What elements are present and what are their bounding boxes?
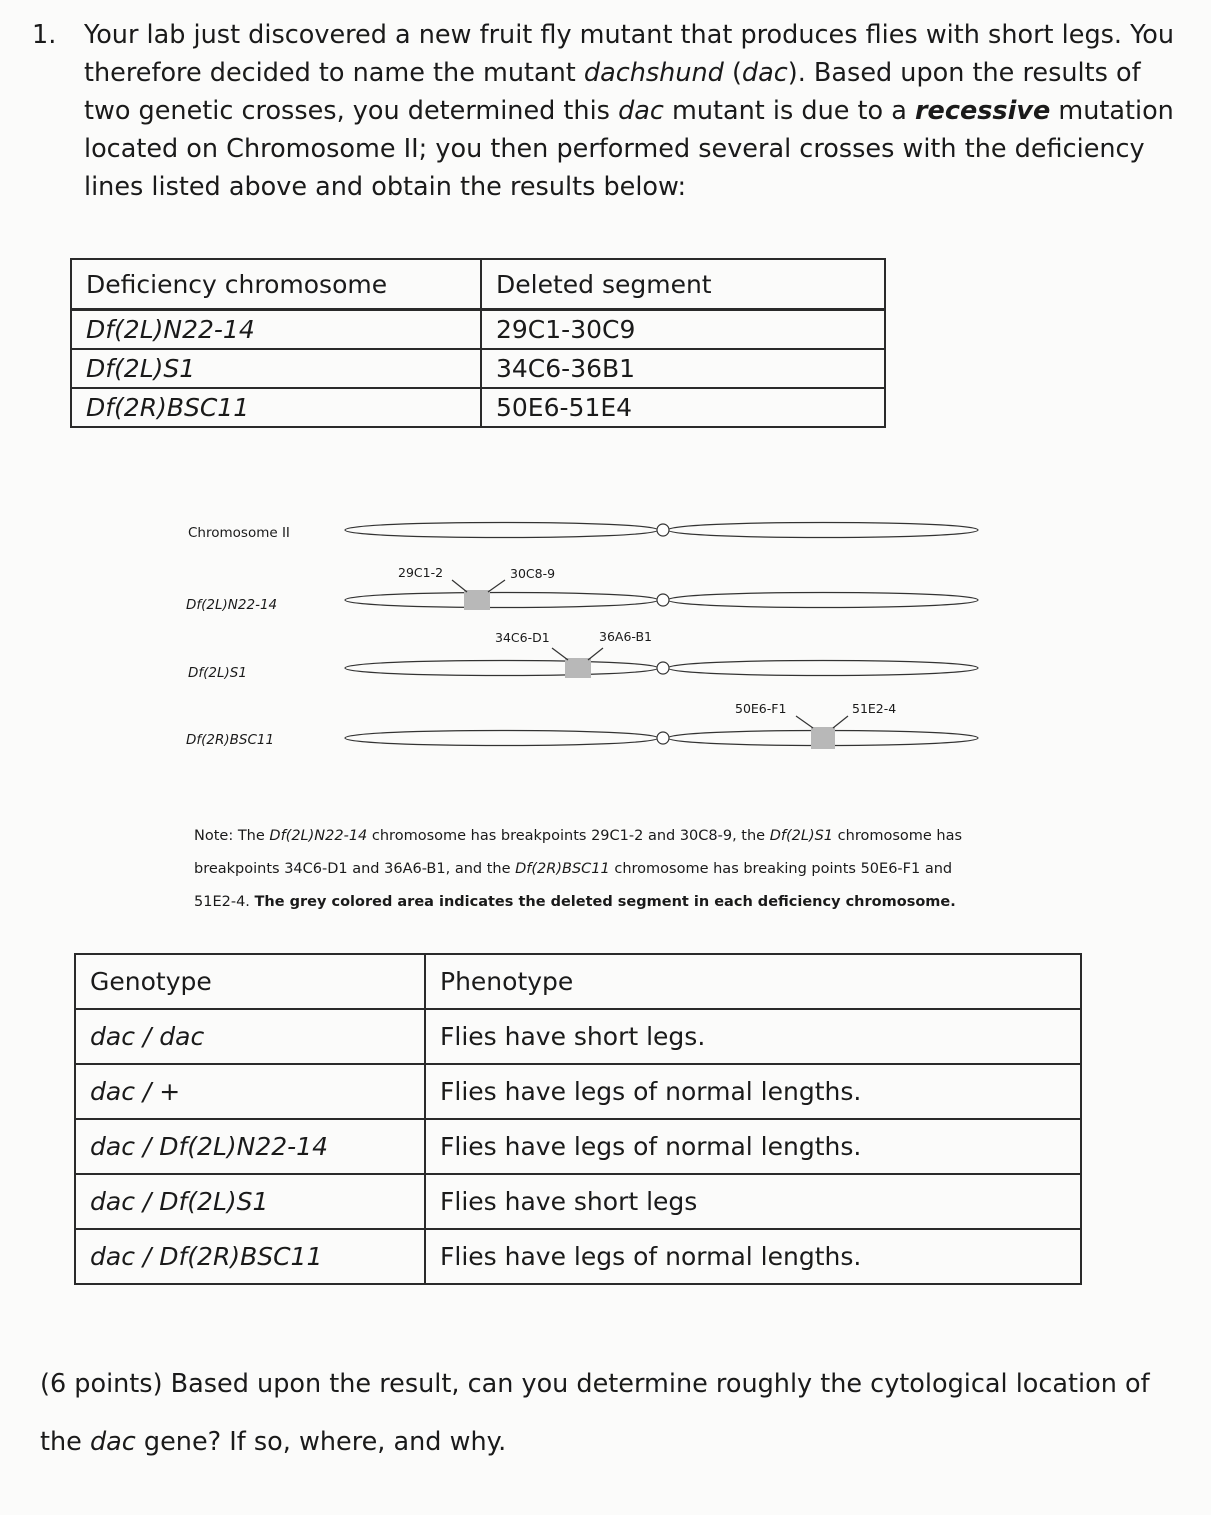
results-table [74,953,1082,1285]
breakpoint-label: 30C8-9 [510,566,556,581]
deleted-segment-n22-14 [464,590,490,610]
genotype-cell: dac / Df(2R)BSC11 [75,1229,425,1284]
df-label: Df(2L)S1 [188,665,247,681]
breakpoint-label: 29C1-2 [398,565,444,580]
df-label: Df(2R)BSC11 [186,732,275,748]
chromosome-ii-label: Chromosome II [188,525,290,541]
phenotype-cell: Flies have legs of normal lengths. [425,1119,1081,1174]
phenotype-cell: Flies have short legs. [425,1009,1081,1064]
note-bold: The grey colored area indicates the deleted segment in each deficiency chromosome. [254,894,956,910]
deleted-segment-s1 [565,658,591,678]
deficiency-name: Df(2R)BSC11 [71,388,481,427]
table-row [75,1119,1081,1174]
genotype-cell: dac / + [75,1064,425,1119]
phenotype-cell: Flies have legs of normal lengths. [425,1229,1081,1284]
breakpoint-label: 36A6-B1 [599,629,653,644]
chromosome-ii [345,523,978,538]
deleted-segment: 34C6-36B1 [481,349,885,388]
df-bsc11-chromosome [345,716,978,749]
df-s1-chromosome [345,648,978,678]
deficiency-name: Df(2L)N22-14 [71,310,481,350]
breakpoint-label: 50E6-F1 [735,701,787,716]
question-prompt: (6 points) Based upon the result, can you determine roughly the cytological location of the dac gene? If so, where, and why. [40,1369,1150,1457]
table-row [75,1229,1081,1284]
table-row [75,1174,1081,1229]
phenotype-cell: Flies have short legs [425,1174,1081,1229]
recessive-emphasis: recessive [914,96,1051,126]
deleted-segment: 50E6-51E4 [481,388,885,427]
table-header-row [75,954,1081,1009]
genotype-cell: dac / Df(2L)S1 [75,1174,425,1229]
mutant-name: dachshund [583,58,724,88]
phenotype-cell: Flies have legs of normal lengths. [425,1064,1081,1119]
header-cell: Genotype [75,954,425,1009]
diagram-note: Note: The Df(2L)N22-14 chromosome has breakpoints 29C1-2 and 30C8-9, the Df(2L)S1 chromosome has breakpoints 34C6-D1 and 36A6-B1, and the Df(2R)BSC11 chromosome has breaking points 50E6-F1 and 51E2-4. The grey colored area indicates the deleted segment in each deficiency chromosome. [194,828,963,910]
breakpoint-label: 51E2-4 [852,701,897,716]
header-cell: Deleted segment [481,259,885,310]
deleted-segment: 29C1-30C9 [481,310,885,350]
question-text: Your lab just discovered a new fruit fly mutant that produces flies with short legs. You therefore decided to name the mutant dachshund (dac). Based upon the results of two genetic crosses, you determined this dac mutant is due to a recessive mutation located on Chromosome II; you then performed several crosses with the deficiency lines listed above and obtain the results below: [84,20,1175,202]
breakpoint-label: 34C6-D1 [495,630,550,645]
table-row [75,1064,1081,1119]
header-cell: Deficiency chromosome [71,259,481,310]
points: (6 points) [40,1369,163,1399]
question-number: 1. [32,20,57,50]
df-label: Df(2L)N22-14 [186,597,278,613]
deleted-segment-bsc11 [811,727,835,749]
df-n22-14-chromosome [345,580,978,610]
table-row [75,1009,1081,1064]
genotype-cell: dac / Df(2L)N22-14 [75,1119,425,1174]
genotype-cell: dac / dac [75,1009,425,1064]
header-cell: Phenotype [425,954,1081,1009]
deficiency-name: Df(2L)S1 [71,349,481,388]
